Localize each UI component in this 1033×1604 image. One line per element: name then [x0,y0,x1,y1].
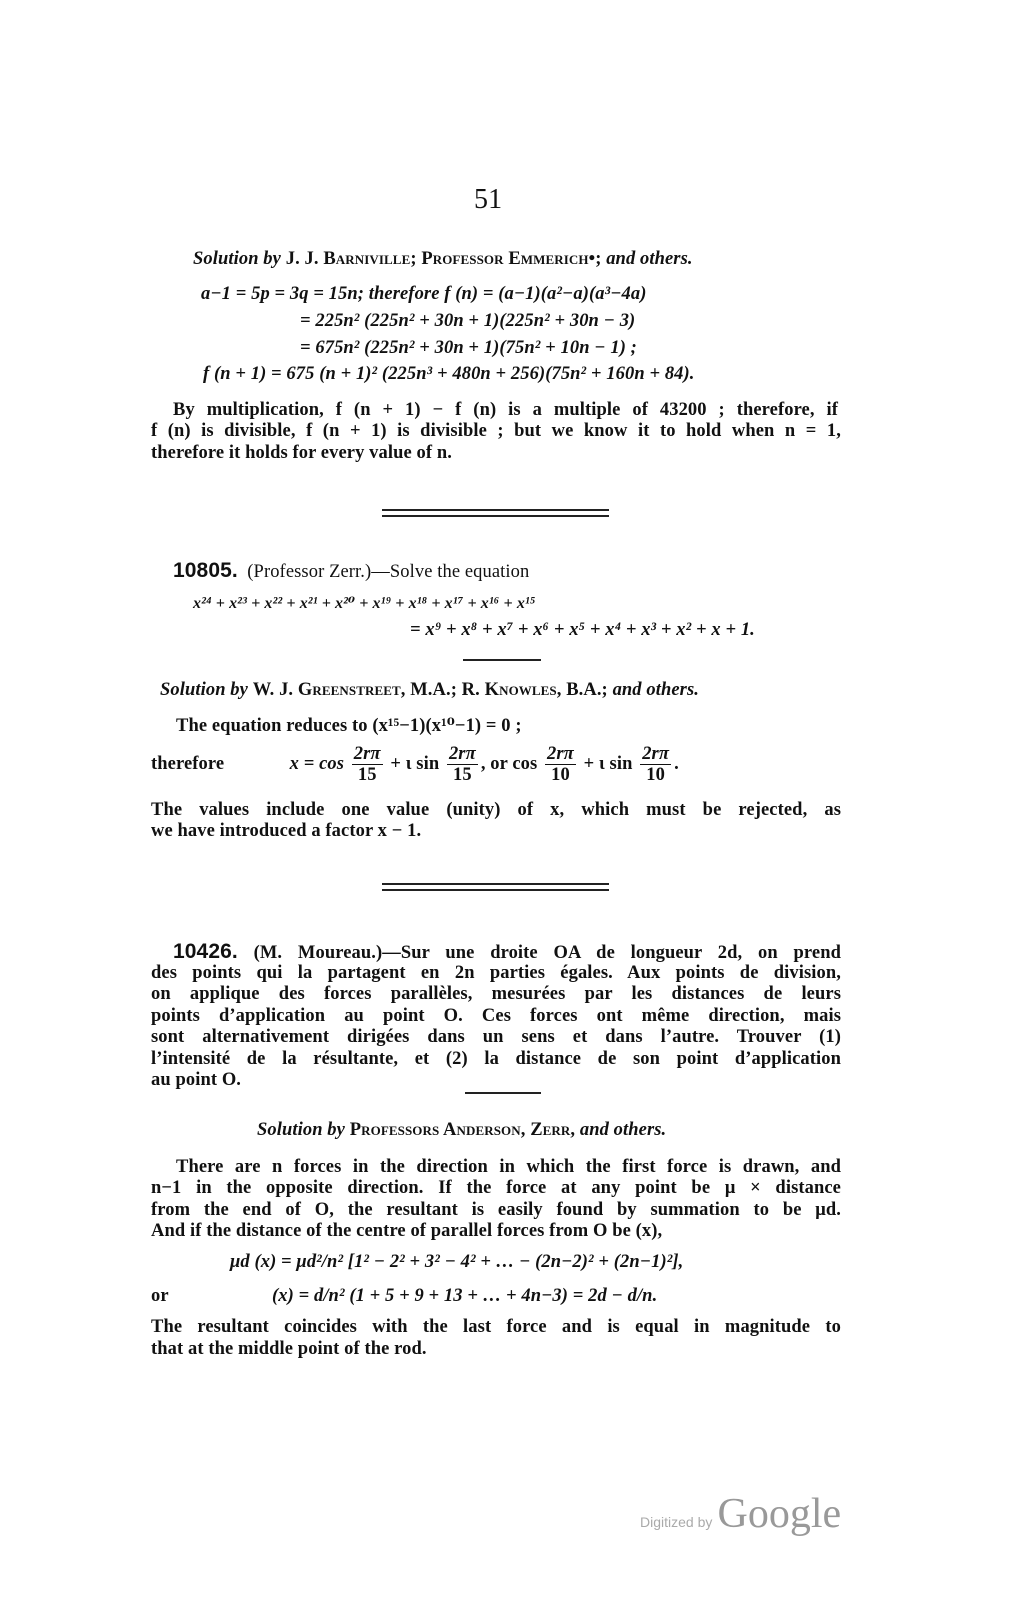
section-divider [382,889,609,891]
short-divider [463,659,541,661]
solution-names: W. J. Greenstreet, M.A.; R. Knowles, B.A.; [252,680,608,700]
paragraph-line: There are n forces in the direction in which the first force is drawn, and [176,1157,841,1177]
solution-names: J. J. Barniville; Professor Emmerich•; [285,249,602,269]
denominator: 15 [357,765,377,786]
fraction [447,744,478,785]
page-number: 51 [474,184,503,215]
equation-line: x²⁴ + x²³ + x²² + x²¹ + x²⁰ + x¹⁹ + x¹⁸ + x¹⁷ + x¹⁶ + x¹⁵ [193,595,536,612]
short-divider [465,1092,541,1094]
google-watermark [640,1490,841,1538]
paragraph-line: l’intensité de la résultante, et (2) la distance de son point d’application [151,1049,841,1069]
fraction [545,744,576,785]
denominator: 15 [453,765,472,786]
solution-heading [160,680,699,701]
question-number: 10426. [173,940,238,963]
google-logo: Google [717,1491,842,1537]
paragraph-line: on applique des forces parallèles, mesurées par les distances de leurs [151,984,841,1004]
question-number: 10805. [173,559,238,582]
denominator: 10 [551,765,570,786]
denominator: 10 [646,765,665,786]
solution-formula [151,740,679,788]
solution-prefix: Solution by [257,1120,345,1140]
paragraph-line: we have introduced a factor x − 1. [151,821,422,841]
equation-line: a−1 = 5p = 3q = 15n; therefore f (n) = (a−1)(a²−a)(a³−4a) [201,284,647,304]
numerator: 2rπ [448,744,476,765]
section-divider [382,883,609,885]
fraction [640,744,671,785]
paragraph-line: n−1 in the opposite direction. If the force at any point be μ × distance [151,1178,841,1198]
paragraph-line: And if the distance of the centre of parallel forces from O be (x), [151,1221,663,1241]
solution-heading [193,249,693,270]
paragraph-line: f (n) is divisible, f (n + 1) is divisible ; but we know it to hold when n = 1, [151,421,841,441]
fraction [352,744,383,785]
solution-prefix: Solution by [193,249,281,269]
equation-line: = 225n² (225n² + 30n + 1)(225n² + 30n − 3) [300,311,636,331]
paragraph-line: points d’application au point O. Ces forces ont même direction, mais [151,1006,841,1026]
numerator: 2rπ [547,744,574,765]
section-divider [382,515,609,517]
paragraph-line: By multiplication, f (n + 1) − f (n) is a multiple of 43200 ; therefore, if [173,400,838,420]
paragraph-line: The equation reduces to (x¹⁵−1)(x¹⁰−1) = 0 ; [176,716,522,736]
equation-line: = 675n² (225n² + 30n + 1)(75n² + 10n − 1) ; [300,338,637,358]
equation-line: = x⁹ + x⁸ + x⁷ + x⁶ + x⁵ + x⁴ + x³ + x² + x + 1. [410,620,755,640]
formula-text: + ι sin [583,754,633,774]
formula-text: . [674,754,679,774]
equation-line: (x) = d/n² (1 + 5 + 9 + 13 + … + 4n−3) = 2d − d/n. [272,1286,658,1306]
paragraph-line: that at the middle point of the rod. [151,1339,427,1359]
therefore-label: therefore [151,754,225,774]
formula-text: + ι sin [390,754,440,774]
solution-suffix: and others. [612,680,699,700]
paragraph-line: The resultant coincides with the last force and is equal in magnitude to [151,1317,841,1337]
solution-prefix: Solution by [160,680,248,700]
paragraph-line: therefore it holds for every value of n. [151,443,452,463]
paragraph-line: des points qui la partagent en 2n parties égales. Aux points de division, [151,963,841,983]
solution-suffix: and others. [606,249,693,269]
section-divider [382,509,609,511]
question-text: (Professor Zerr.)—Solve the equation [247,562,530,582]
numerator: 2rπ [353,744,381,765]
paragraph-line: from the end of O, the resultant is easily found by summation to be μd. [151,1200,841,1220]
paragraph-line: The values include one value (unity) of x, which must be rejected, as [151,800,841,820]
question-10426 [173,941,841,964]
numerator: 2rπ [642,744,670,765]
question-10805 [173,560,529,583]
equation-line: f (n + 1) = 675 (n + 1)² (225n³ + 480n + 256)(75n² + 160n + 84). [203,364,695,384]
solution-names: Professors Anderson, Zerr, [349,1120,576,1140]
formula-text: x = cos [289,754,345,774]
question-text: (M. Moureau.)—Sur une droite OA de longueur 2d, on prend [253,943,841,963]
solution-suffix: and others. [579,1120,667,1140]
solution-heading [257,1120,666,1141]
formula-text: , or cos [480,754,538,774]
equation-line: μd (x) = μd²/n² [1² − 2² + 3² − 4² + … − (2n−2)² + (2n−1)²], [230,1252,684,1272]
paragraph-line: au point O. [151,1070,242,1090]
watermark-prefix: Digitized by [640,1514,713,1530]
or-label: or [151,1286,169,1306]
paragraph-line: sont alternativement dirigées dans un sens et dans l’autre. Trouver (1) [151,1027,841,1047]
